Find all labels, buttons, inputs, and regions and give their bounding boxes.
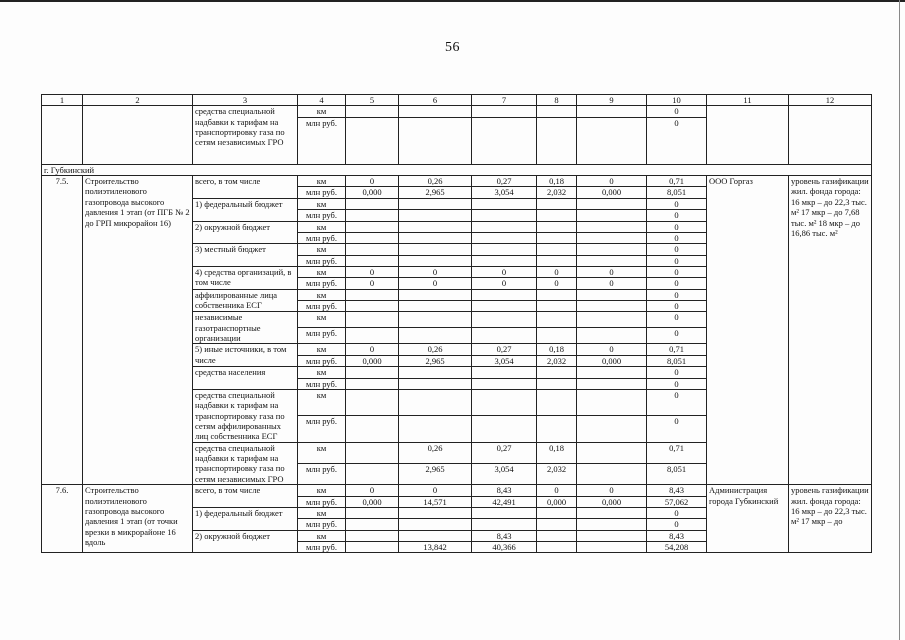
funding-source-label: 2) окружной бюджет: [193, 221, 298, 244]
value-cell: 0: [346, 266, 399, 277]
value-cell: 0,000: [577, 496, 647, 507]
unit-cell: млн руб.: [298, 278, 346, 289]
value-cell: 0,26: [399, 344, 472, 355]
city-name: г. Губкинский: [42, 164, 872, 175]
value-cell: 0: [577, 278, 647, 289]
unit-cell: млн руб.: [298, 232, 346, 243]
value-cell: [472, 389, 537, 415]
value-cell: 0: [577, 176, 647, 187]
value-cell: [399, 416, 472, 442]
column-number: 7: [472, 95, 537, 106]
value-cell: [346, 221, 399, 232]
total-cell: 0,71: [647, 442, 707, 463]
value-cell: [399, 210, 472, 221]
executor: Администрация города Губкинский: [707, 485, 789, 553]
value-cell: 0: [577, 485, 647, 496]
value-cell: [346, 232, 399, 243]
value-cell: [346, 328, 399, 344]
total-cell: 0: [647, 389, 707, 415]
value-cell: [399, 232, 472, 243]
total-cell: 0: [647, 328, 707, 344]
value-cell: [346, 378, 399, 389]
unit-cell: млн руб.: [298, 463, 346, 484]
value-cell: [577, 442, 647, 463]
value-cell: [537, 198, 577, 209]
value-cell: [472, 221, 537, 232]
project-name: Строительство полиэтиленового газопровода высокого давления 1 этап (от точки врезки в микрорайоне 16 вдоль: [83, 485, 193, 553]
unit-cell: км: [298, 244, 346, 255]
total-cell: 8,43: [647, 485, 707, 496]
value-cell: [537, 378, 577, 389]
unit-cell: млн руб.: [298, 416, 346, 442]
value-cell: 0,26: [399, 176, 472, 187]
total-cell: 0: [647, 266, 707, 277]
unit-cell: км: [298, 266, 346, 277]
unit-cell: млн руб.: [298, 519, 346, 530]
value-cell: [577, 312, 647, 328]
total-cell: 0: [647, 117, 707, 164]
total-cell: 0,71: [647, 344, 707, 355]
funding-source-label: средства специальной надбавки к тарифам на транспортировку газа по сетям аффилированных лиц собственника ЕСГ: [193, 389, 298, 442]
value-cell: [537, 416, 577, 442]
column-number: 8: [537, 95, 577, 106]
value-cell: [346, 530, 399, 541]
unit-cell: млн руб.: [298, 355, 346, 366]
value-cell: 2,965: [399, 187, 472, 198]
value-cell: [537, 244, 577, 255]
value-cell: [399, 244, 472, 255]
total-cell: 0: [647, 378, 707, 389]
value-cell: [472, 198, 537, 209]
value-cell: [577, 221, 647, 232]
value-cell: [472, 507, 537, 518]
unit-cell: млн руб.: [298, 328, 346, 344]
value-cell: 0,000: [346, 187, 399, 198]
value-cell: 2,032: [537, 187, 577, 198]
total-cell: 0: [647, 244, 707, 255]
unit-cell: км: [298, 485, 346, 496]
value-cell: [346, 507, 399, 518]
value-cell: [346, 442, 399, 463]
value-cell: [537, 312, 577, 328]
value-cell: 0,000: [346, 496, 399, 507]
value-cell: 0,000: [577, 187, 647, 198]
unit-cell: км: [298, 176, 346, 187]
value-cell: [537, 541, 577, 552]
value-cell: [472, 519, 537, 530]
total-cell: 0: [647, 312, 707, 328]
value-cell: [346, 244, 399, 255]
unit-cell: млн руб.: [298, 210, 346, 221]
value-cell: [346, 416, 399, 442]
value-cell: [577, 367, 647, 378]
value-cell: 0: [346, 485, 399, 496]
value-cell: 0,18: [537, 176, 577, 187]
total-cell: 0: [647, 221, 707, 232]
total-cell: 0: [647, 416, 707, 442]
table-row: [42, 176, 872, 187]
value-cell: [399, 367, 472, 378]
value-cell: [399, 255, 472, 266]
unit-cell: км: [298, 289, 346, 300]
unit-cell: км: [298, 221, 346, 232]
value-cell: [537, 255, 577, 266]
value-cell: 8,43: [472, 530, 537, 541]
executor: ООО Горгаз: [707, 176, 789, 485]
value-cell: [577, 232, 647, 243]
total-cell: 0: [647, 278, 707, 289]
column-number: 6: [399, 95, 472, 106]
value-cell: [346, 389, 399, 415]
total-cell: 0: [647, 519, 707, 530]
value-cell: 42,491: [472, 496, 537, 507]
unit-cell: млн руб.: [298, 117, 346, 164]
funding-source-label: 5) иные источники, в том числе: [193, 344, 298, 367]
value-cell: [537, 519, 577, 530]
total-cell: 0: [647, 255, 707, 266]
unit-cell: млн руб.: [298, 301, 346, 312]
value-cell: 0,18: [537, 442, 577, 463]
value-cell: [472, 210, 537, 221]
total-cell: 8,051: [647, 463, 707, 484]
funding-source-label: средства специальной надбавки к тарифам на транспортировку газа по сетям независимых ГРО: [193, 106, 298, 164]
value-cell: [472, 367, 537, 378]
gasification-table: [41, 94, 872, 553]
total-cell: 8,051: [647, 355, 707, 366]
value-cell: [399, 221, 472, 232]
value-cell: [472, 244, 537, 255]
expected-result: уровень газификации жил. фонда города: 16 мкр – до 22,3 тыс. м² 17 мкр – до: [789, 485, 872, 553]
value-cell: 2,965: [399, 355, 472, 366]
value-cell: [346, 519, 399, 530]
project-number: 7.6.: [42, 485, 83, 553]
value-cell: [577, 541, 647, 552]
table-row: [42, 485, 872, 496]
column-number: 9: [577, 95, 647, 106]
value-cell: [537, 232, 577, 243]
expected-result: уровень газификации жил. фонда города: 16 мкр – до 22,3 тыс. м² 17 мкр – до 7,68 тыс. м² 18 мкр – до 16,86 тыс. м²: [789, 176, 872, 485]
value-cell: 8,43: [472, 485, 537, 496]
unit-cell: км: [298, 442, 346, 463]
value-cell: 0: [472, 278, 537, 289]
value-cell: [399, 198, 472, 209]
column-number-row: [42, 95, 872, 106]
project-name: Строительство полиэтиленового газопровода высокого давления 1 этап (от ПГБ № 2 до ГРП микрорайон 16): [83, 176, 193, 485]
funding-source-label: аффилированные лица собственника ЕСГ: [193, 289, 298, 312]
value-cell: [346, 367, 399, 378]
value-cell: 0,000: [577, 355, 647, 366]
right-edge-line: [899, 0, 900, 640]
city-row: [42, 164, 872, 175]
value-cell: 0,000: [537, 496, 577, 507]
column-number: 10: [647, 95, 707, 106]
value-cell: 0,18: [537, 344, 577, 355]
value-cell: [577, 519, 647, 530]
value-cell: [577, 463, 647, 484]
value-cell: 3,054: [472, 463, 537, 484]
value-cell: 0: [346, 344, 399, 355]
total-cell: 0: [647, 301, 707, 312]
unit-cell: км: [298, 198, 346, 209]
value-cell: 0: [537, 266, 577, 277]
total-cell: 0,71: [647, 176, 707, 187]
value-cell: [537, 289, 577, 300]
total-cell: 0: [647, 367, 707, 378]
value-cell: 0: [472, 266, 537, 277]
column-number: 4: [298, 95, 346, 106]
value-cell: [577, 530, 647, 541]
value-cell: [399, 507, 472, 518]
value-cell: [577, 378, 647, 389]
value-cell: [399, 301, 472, 312]
value-cell: [472, 255, 537, 266]
value-cell: [399, 312, 472, 328]
top-border-line: [0, 0, 905, 2]
value-cell: [537, 530, 577, 541]
value-cell: [346, 255, 399, 266]
total-cell: 0: [647, 232, 707, 243]
value-cell: 3,054: [472, 355, 537, 366]
value-cell: [537, 389, 577, 415]
value-cell: 2,032: [537, 355, 577, 366]
value-cell: 0: [399, 266, 472, 277]
value-cell: [537, 210, 577, 221]
value-cell: 0: [537, 278, 577, 289]
value-cell: 0,26: [399, 442, 472, 463]
funding-source-label: 2) окружной бюджет: [193, 530, 298, 553]
project-number: 7.5.: [42, 176, 83, 485]
value-cell: 0,27: [472, 442, 537, 463]
value-cell: [577, 416, 647, 442]
unit-cell: млн руб.: [298, 187, 346, 198]
value-cell: [399, 328, 472, 344]
total-cell: 54,208: [647, 541, 707, 552]
value-cell: 2,965: [399, 463, 472, 484]
value-cell: [577, 210, 647, 221]
value-cell: [346, 541, 399, 552]
value-cell: [472, 378, 537, 389]
value-cell: [472, 301, 537, 312]
funding-source-label: 3) местный бюджет: [193, 244, 298, 267]
value-cell: [346, 301, 399, 312]
unit-cell: км: [298, 312, 346, 328]
total-cell: 0: [647, 289, 707, 300]
value-cell: 2,032: [537, 463, 577, 484]
value-cell: [537, 507, 577, 518]
value-cell: 0: [346, 278, 399, 289]
total-cell: 8,051: [647, 187, 707, 198]
value-cell: 0: [537, 485, 577, 496]
funding-source-label: 1) федеральный бюджет: [193, 507, 298, 530]
funding-source-label: 4) средства организаций, в том числе: [193, 266, 298, 289]
column-number: 3: [193, 95, 298, 106]
value-cell: 40,366: [472, 541, 537, 552]
value-cell: [472, 328, 537, 344]
value-cell: [577, 328, 647, 344]
value-cell: 0: [346, 176, 399, 187]
funding-source-label: независимые газотранспортные организации: [193, 312, 298, 344]
value-cell: [537, 328, 577, 344]
value-cell: 0: [577, 344, 647, 355]
total-cell: 0: [647, 507, 707, 518]
value-cell: 14,571: [399, 496, 472, 507]
unit-cell: млн руб.: [298, 541, 346, 552]
value-cell: [346, 312, 399, 328]
total-cell: 0: [647, 210, 707, 221]
unit-cell: млн руб.: [298, 496, 346, 507]
column-number: 11: [707, 95, 789, 106]
value-cell: [399, 519, 472, 530]
continuation-row: [42, 106, 872, 117]
value-cell: [577, 389, 647, 415]
value-cell: [399, 289, 472, 300]
value-cell: [472, 312, 537, 328]
value-cell: [577, 198, 647, 209]
value-cell: [577, 507, 647, 518]
value-cell: [399, 389, 472, 415]
funding-source-label: 1) федеральный бюджет: [193, 198, 298, 221]
unit-cell: км: [298, 106, 346, 117]
value-cell: [399, 378, 472, 389]
funding-source-label: всего, в том числе: [193, 485, 298, 508]
value-cell: [537, 221, 577, 232]
unit-cell: млн руб.: [298, 255, 346, 266]
value-cell: [399, 530, 472, 541]
funding-source-label: средства специальной надбавки к тарифам на транспортировку газа по сетям независимых ГРО: [193, 442, 298, 484]
unit-cell: млн руб.: [298, 378, 346, 389]
value-cell: [577, 244, 647, 255]
unit-cell: км: [298, 507, 346, 518]
value-cell: 0,000: [346, 355, 399, 366]
value-cell: [577, 289, 647, 300]
column-number: 2: [83, 95, 193, 106]
value-cell: [537, 301, 577, 312]
column-number: 1: [42, 95, 83, 106]
value-cell: 0: [399, 485, 472, 496]
total-cell: 8,43: [647, 530, 707, 541]
unit-cell: км: [298, 367, 346, 378]
total-cell: 57,062: [647, 496, 707, 507]
page-number: 56: [445, 40, 460, 55]
value-cell: 0,27: [472, 344, 537, 355]
value-cell: 0: [399, 278, 472, 289]
column-number: 5: [346, 95, 399, 106]
unit-cell: км: [298, 344, 346, 355]
value-cell: [577, 255, 647, 266]
funding-source-label: средства населения: [193, 367, 298, 390]
value-cell: [577, 301, 647, 312]
value-cell: 0,27: [472, 176, 537, 187]
value-cell: [537, 367, 577, 378]
value-cell: [472, 416, 537, 442]
column-number: 12: [789, 95, 872, 106]
unit-cell: км: [298, 389, 346, 415]
value-cell: [346, 463, 399, 484]
total-cell: 0: [647, 106, 707, 117]
value-cell: 0: [577, 266, 647, 277]
value-cell: [472, 289, 537, 300]
total-cell: 0: [647, 198, 707, 209]
unit-cell: км: [298, 530, 346, 541]
value-cell: [472, 232, 537, 243]
value-cell: 13,842: [399, 541, 472, 552]
value-cell: [346, 289, 399, 300]
value-cell: [346, 210, 399, 221]
value-cell: 3,054: [472, 187, 537, 198]
value-cell: [346, 198, 399, 209]
funding-source-label: всего, в том числе: [193, 176, 298, 199]
